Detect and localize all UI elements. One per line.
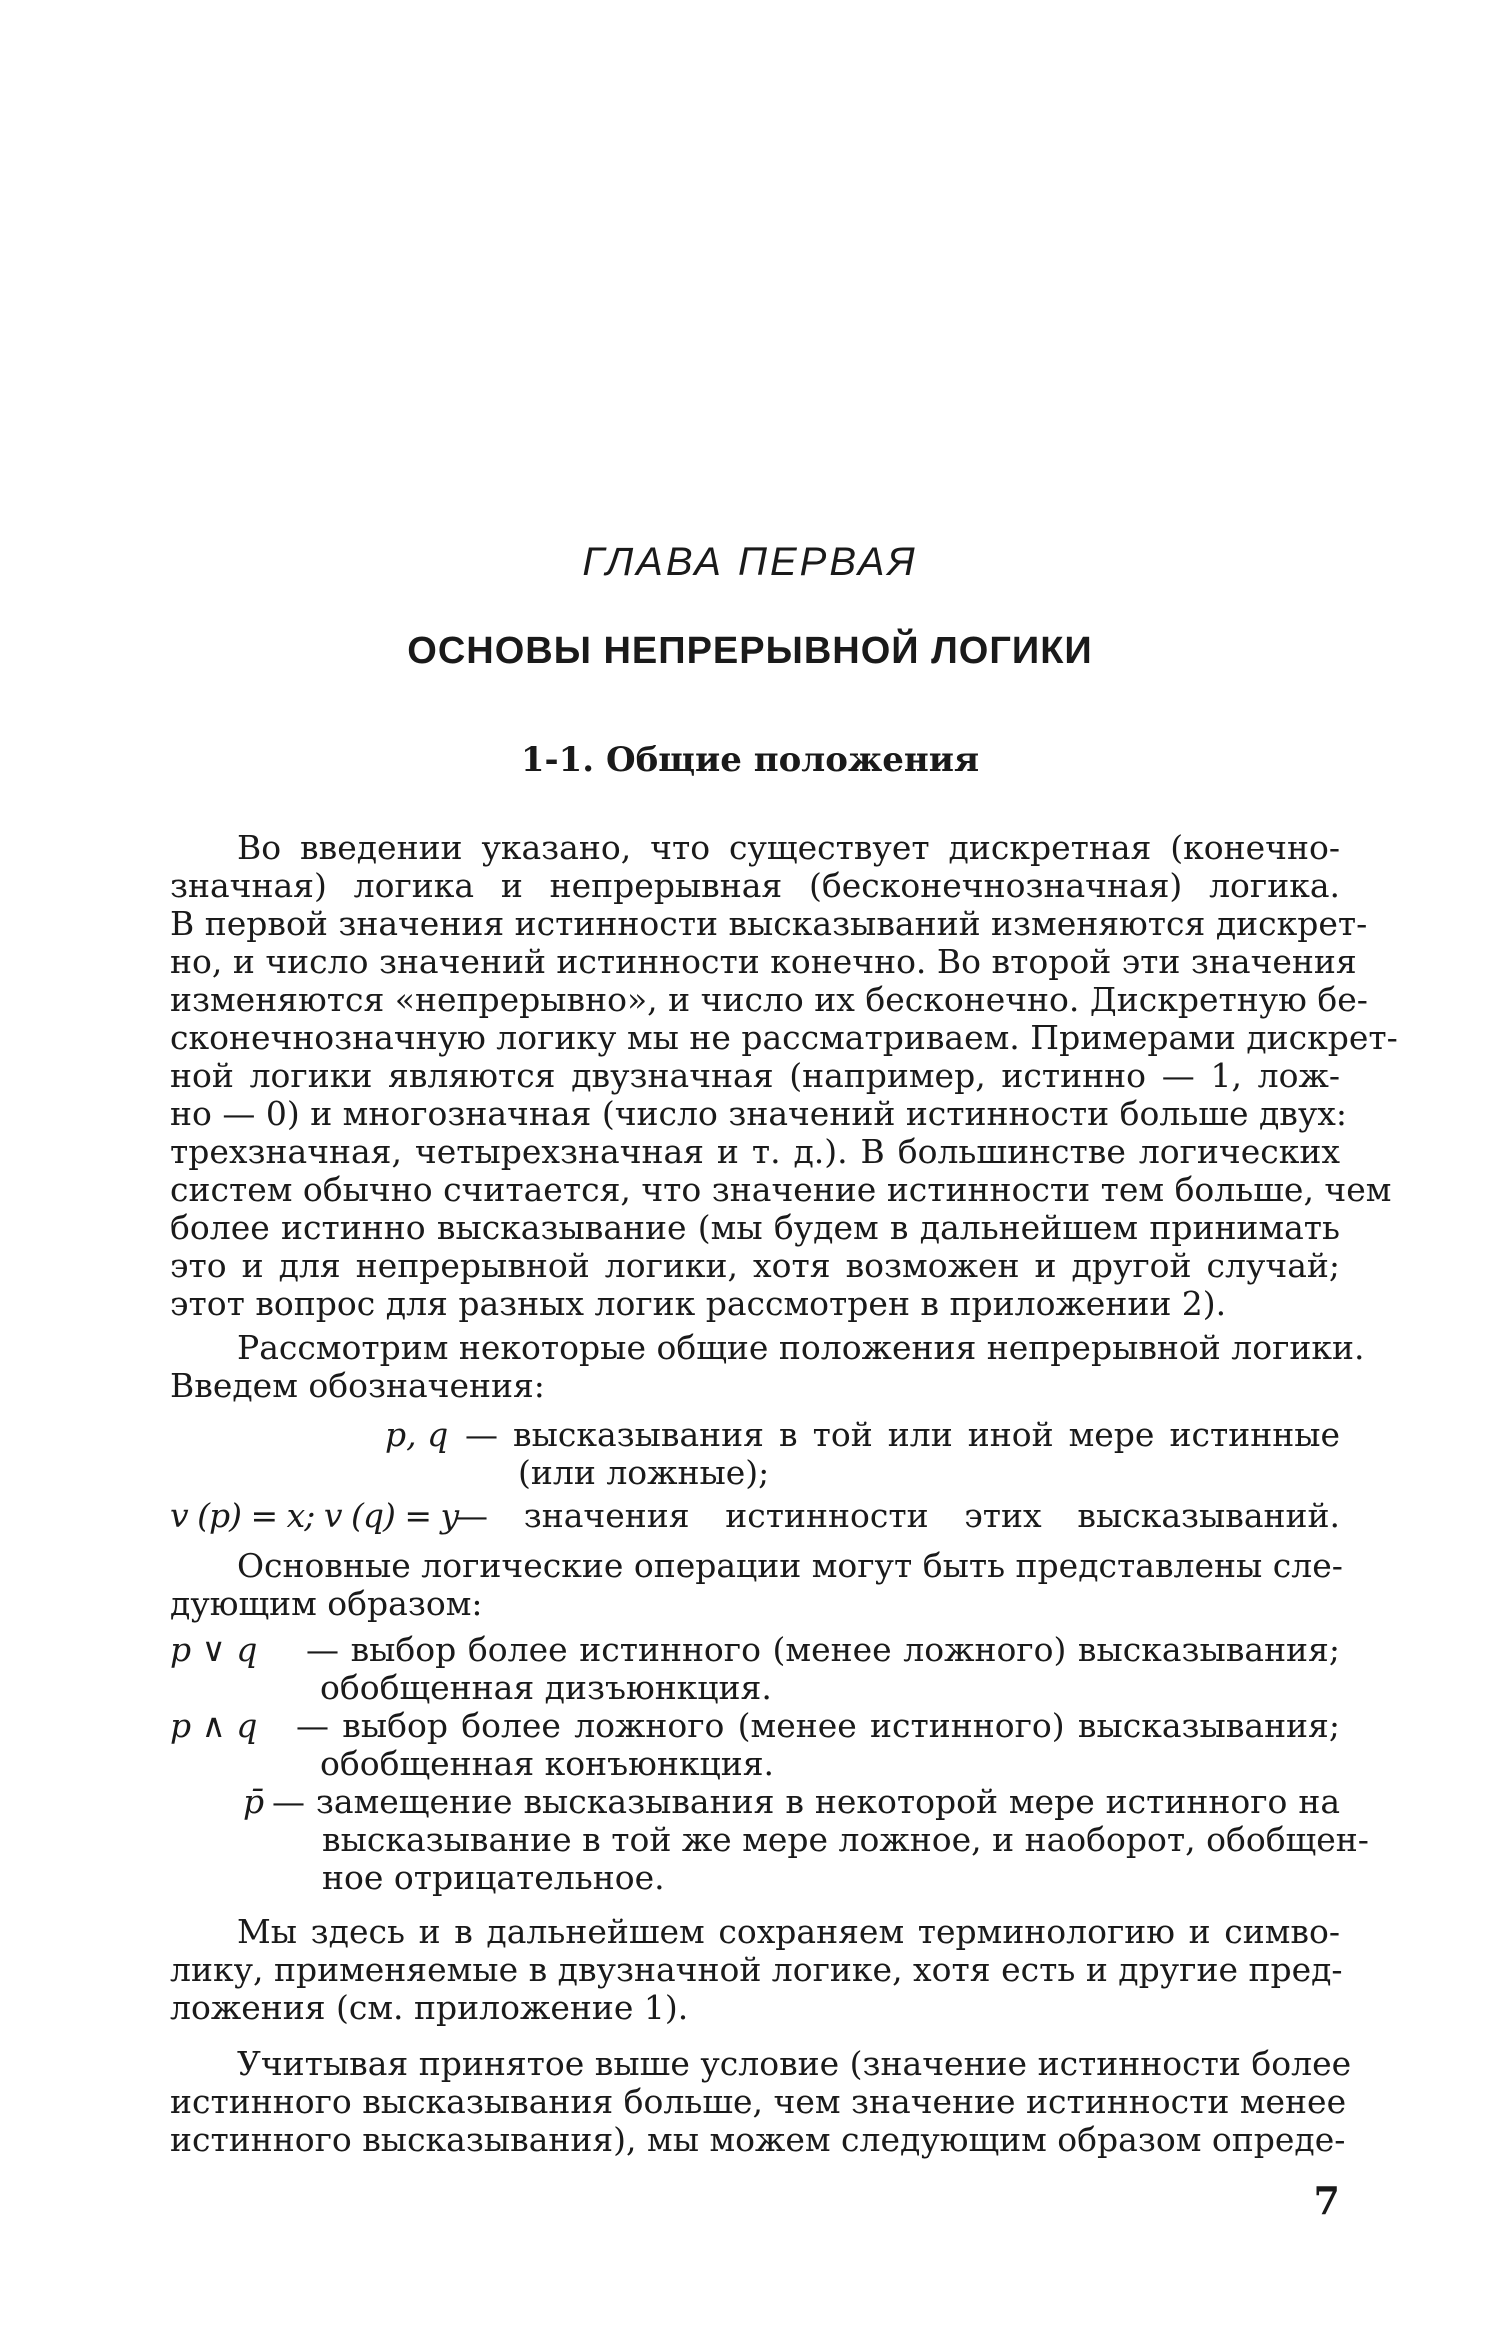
text-line: истинного высказывания), мы можем следующим образом опреде- [170, 2120, 1346, 2159]
text-line: это и для непрерывной логики, хотя возможен и другой случай; [170, 1246, 1340, 1285]
operation-symbol-disjunction: p ∨ q [170, 1630, 258, 1669]
text-line: трехзначная, четырехзначная и т. д.). В большинстве логических [170, 1132, 1340, 1171]
operation-text: высказывание в той же мере ложное, и наоборот, обобщен- [322, 1820, 1369, 1859]
text-line: истинного высказывания больше, чем значение истинности менее [170, 2082, 1347, 2121]
text-line: изменяются «непрерывно», и число их бесконечно. Дискретную бе- [170, 980, 1368, 1019]
operation-text: — выбор более ложного (менее истинного) высказывания; [296, 1706, 1340, 1745]
operation-text: ное отрицательное. [322, 1858, 665, 1897]
notation-text: (или ложные); [518, 1453, 770, 1492]
text-line: но, и число значений истинности конечно. Во второй эти значения [170, 942, 1357, 981]
text-line: более истинно высказывание (мы будем в дальнейшем принимать [170, 1208, 1340, 1247]
notation-text: — высказывания в той или иной мере истинные [465, 1415, 1340, 1454]
text-line: ложения (см. приложение 1). [170, 1988, 689, 2027]
text-line: Мы здесь и в дальнейшем сохраняем терминологию и симво- [237, 1912, 1340, 1951]
page-number: 7 [1313, 2178, 1340, 2223]
operation-text: — замещение высказывания в некоторой мере истинного на [272, 1782, 1340, 1821]
text-line: В первой значения истинности высказываний изменяются дискрет- [170, 904, 1368, 943]
text-line: этот вопрос для разных логик рассмотрен в приложении 2). [170, 1284, 1227, 1323]
text-line: Основные логические операции могут быть представлены сле- [237, 1546, 1343, 1585]
operation-text: обобщенная дизъюнкция. [320, 1668, 772, 1707]
text-line: но — 0) и многозначная (число значений истинности больше двух: [170, 1094, 1348, 1133]
text-line: лику, применяемые в двузначной логике, хотя есть и другие пред- [170, 1950, 1343, 1989]
text-line: Учитывая принятое выше условие (значение истинности более [237, 2044, 1352, 2083]
text-line: Рассмотрим некоторые общие положения непрерывной логики. [237, 1328, 1365, 1367]
operation-symbol-conjunction: p ∧ q [170, 1706, 258, 1745]
text-line: дующим образом: [170, 1584, 483, 1623]
text-line: Во введении указано, что существует дискретная (конечно- [237, 828, 1340, 867]
notation-symbol-pq: p, q [385, 1415, 449, 1454]
text-line: Введем обозначения: [170, 1366, 545, 1405]
operation-text: — выбор более истинного (менее ложного) высказывания; [306, 1630, 1340, 1669]
operation-text: обобщенная конъюнкция. [320, 1744, 775, 1783]
text-line: систем обычно считается, что значение истинности тем больше, чем [170, 1170, 1392, 1209]
notation-symbol-v: v (p) = x; v (q) = y [170, 1496, 459, 1535]
chapter-label: ГЛАВА ПЕРВАЯ [582, 540, 918, 584]
chapter-title: ОСНОВЫ НЕПРЕРЫВНОЙ ЛОГИКИ [407, 630, 1093, 672]
text-line: ной логики являются двузначная (например, истинно — 1, лож- [170, 1056, 1340, 1095]
text-line: значная) логика и непрерывная (бесконечнозначная) логика. [170, 866, 1340, 905]
section-title: 1-1. Общие положения [520, 740, 980, 780]
operation-symbol-negation: p̄ [243, 1782, 265, 1821]
notation-text: — значения истинности этих высказываний. [455, 1496, 1340, 1535]
text-line: сконечнозначную логику мы не рассматриваем. Примерами дискрет- [170, 1018, 1398, 1057]
